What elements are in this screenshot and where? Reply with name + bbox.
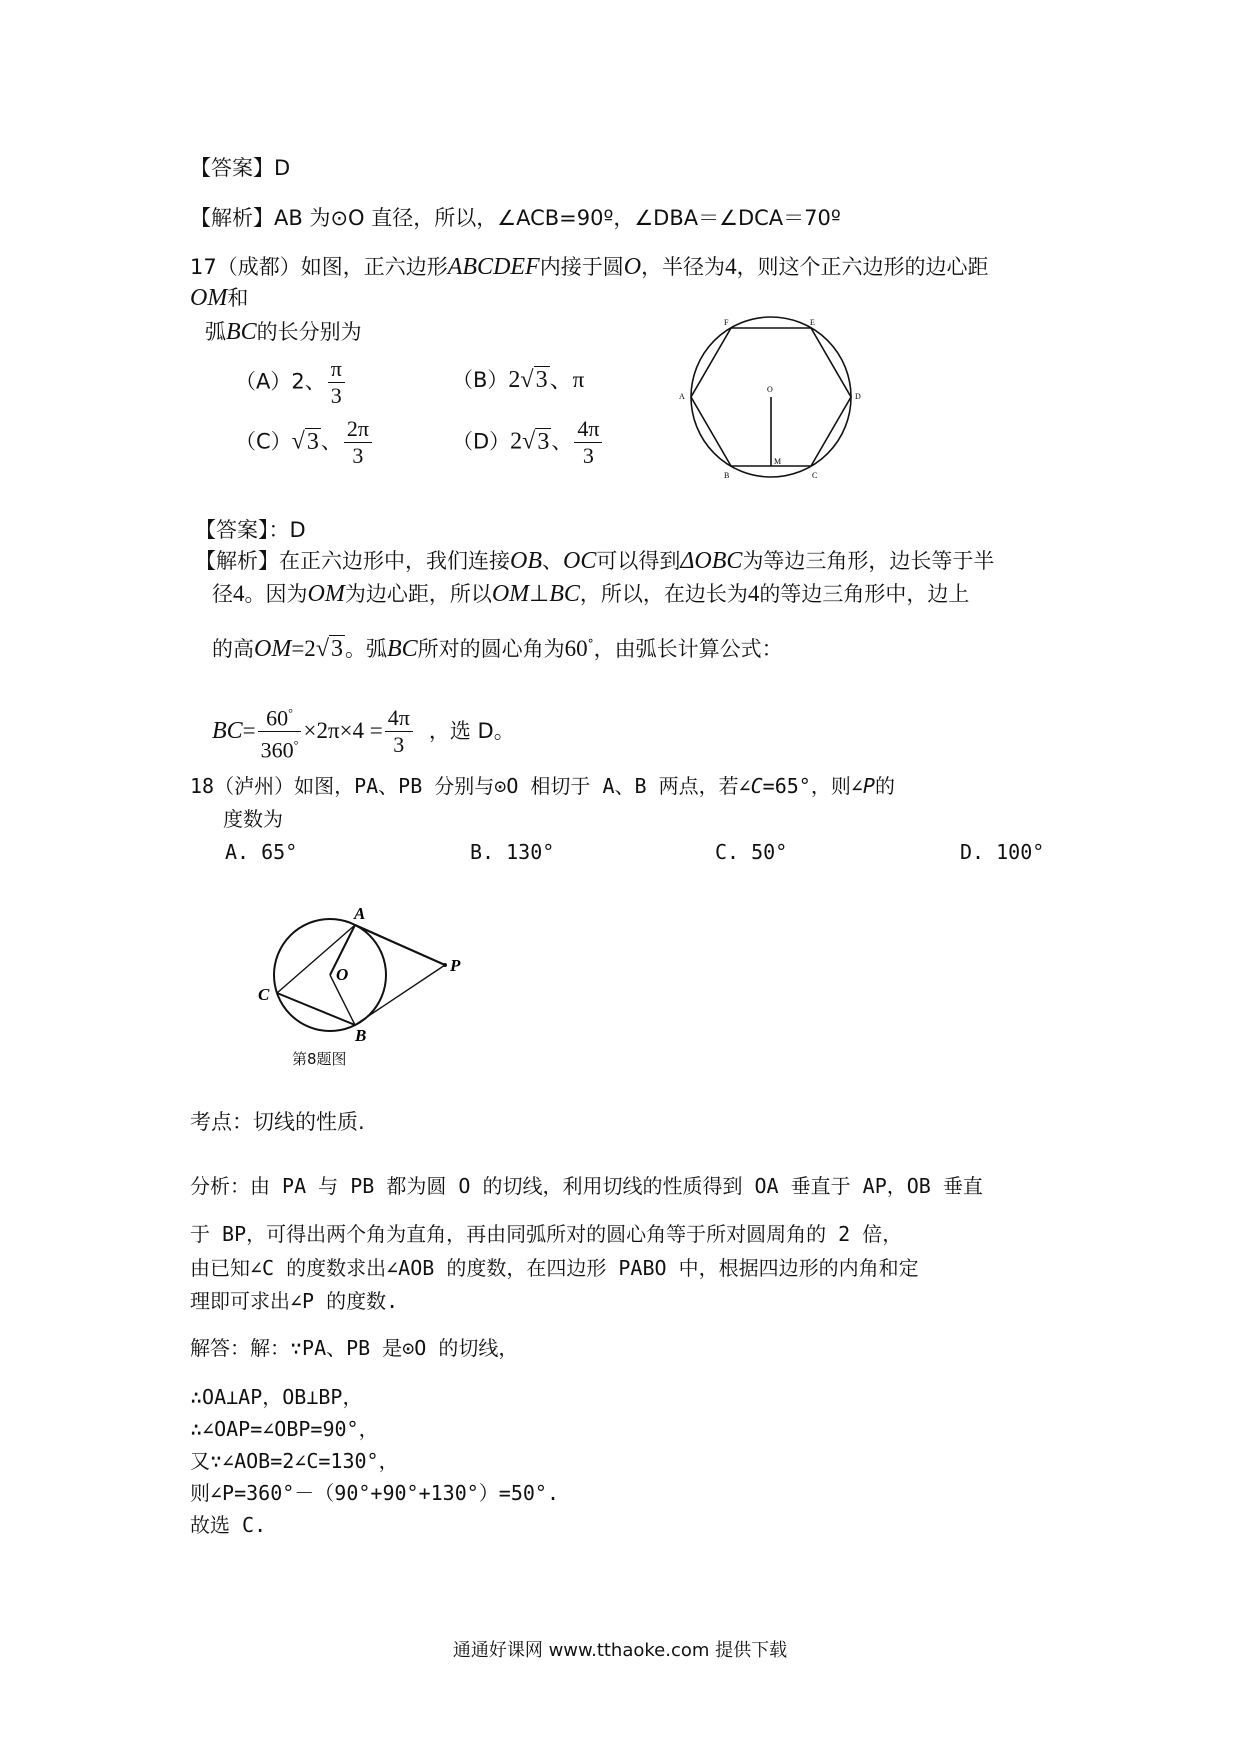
q18-stem-line2: 度数为 — [223, 807, 283, 831]
an3-a: 的高 — [212, 637, 254, 661]
q17-analysis-line2 — [212, 580, 969, 608]
an3-deg: 60 — [564, 636, 588, 661]
formula-tail: ，选 D。 — [428, 718, 515, 743]
option-d-sep: 、 — [551, 429, 573, 454]
label-c: C — [258, 985, 270, 1004]
q18-choice-c: C. 50° — [715, 840, 788, 864]
q17-stem-e: 和 — [227, 286, 249, 310]
an2-perp: ⊥ — [529, 581, 550, 606]
an3-om: OM — [254, 636, 292, 662]
option-b-label: （B） — [452, 368, 509, 392]
an1-c: 为等边三角形，边长等于半 — [742, 549, 995, 573]
q18-stem-line1 — [190, 772, 895, 800]
an2-c: 为边心距，所以 — [344, 582, 492, 606]
frac-den: 3 — [330, 383, 342, 408]
q17-analysis-line3 — [212, 630, 783, 663]
label-f: F — [724, 318, 729, 327]
q18-choice-b: B. 130° — [470, 840, 555, 864]
option-a-fraction — [328, 356, 345, 409]
an1-triangle: ΔOBC — [680, 548, 743, 574]
an3-d: ，由弧长计算公式： — [593, 637, 783, 661]
label-o: O — [336, 965, 349, 984]
q18-stem-mid: =65°，则∠ — [762, 774, 863, 798]
q18-solution-line3: ∴∠OAP=∠OBP=90°， — [190, 1417, 379, 1441]
option-d-radicand: 3 — [537, 428, 550, 455]
q17-bc: BC — [226, 319, 257, 345]
frac-num: 4π — [574, 416, 602, 443]
label-b: B — [724, 471, 730, 480]
point-p — [443, 963, 447, 967]
q17-option-d — [452, 416, 604, 469]
q17-option-b — [452, 366, 584, 394]
label-b: B — [355, 1026, 367, 1045]
q18-solution-line5: 则∠P=360°－（90°+90°+130°）=50°. — [190, 1481, 559, 1505]
q17-line2-b: 的长分别为 — [256, 320, 362, 344]
q17-formula — [212, 700, 515, 764]
an2-d: ，所以，在边长为 — [579, 582, 748, 606]
an3-bc: BC — [386, 636, 418, 662]
frac-num — [258, 700, 302, 732]
sqrt-sign: √ — [291, 428, 305, 455]
q17-option-a — [235, 356, 347, 409]
q17-radius: 4 — [725, 254, 737, 279]
an1-a: 【解析】在正六边形中，我们连接 — [195, 549, 510, 573]
formula-fraction-2 — [385, 705, 413, 758]
an2-om2: OM — [491, 581, 530, 607]
q18-analysis-line4: 理即可求出∠P 的度数. — [190, 1289, 399, 1313]
q17-stem-c: ，半径为 — [641, 255, 726, 279]
q16-answer: 【答案】D — [190, 156, 291, 180]
q17-stem-line3 — [205, 318, 362, 346]
q18-knowledge-point: 考点：切线的性质. — [190, 1110, 365, 1134]
an2-r: 4 — [233, 581, 245, 606]
q17-stem-b: 内接于圆 — [539, 255, 624, 279]
option-c-radicand: 3 — [306, 428, 319, 455]
label-c: C — [812, 471, 818, 480]
an2-r2: 4 — [747, 581, 760, 606]
tangent-figure — [250, 900, 470, 1060]
formula-mid: ×2π×4 = — [303, 717, 383, 743]
q17-hexagon-name: ABCDEF — [447, 254, 540, 280]
label-e: E — [810, 318, 815, 327]
label-a: A — [354, 904, 366, 923]
q17-stem — [190, 253, 989, 281]
an2-b: 。因为 — [244, 582, 308, 606]
q18-analysis-line3: 由已知∠C 的度数求出∠AOB 的度数，在四边形 PABO 中，根据四边形的内角和定 — [190, 1256, 919, 1280]
tangent-pb — [355, 965, 445, 1025]
q18-stem-p: P — [862, 774, 875, 798]
formula-eq: = — [242, 717, 256, 743]
frac-den: 3 — [352, 443, 364, 468]
option-c-label: （C） — [235, 429, 292, 454]
q18-solution-line1: 解答：解：∵PA、PB 是⊙O 的切线， — [190, 1336, 519, 1360]
frac-num-value: 60 — [266, 705, 289, 731]
q17-circle-name: O — [623, 254, 642, 280]
degree-mark: ° — [288, 706, 293, 720]
an3-c: 所对的圆心角为 — [417, 637, 565, 661]
option-b-coef: 2 — [508, 367, 521, 393]
an3-eq: =2 — [291, 636, 316, 661]
page-footer: 通通好课网 www.tthaoke.com 提供下载 — [452, 1640, 788, 1661]
sqrt-sign: √ — [520, 367, 534, 393]
option-c-sep: 、 — [320, 429, 342, 454]
q18-solution-line6: 故选 C. — [190, 1513, 267, 1537]
q17-line2-a: 弧 — [205, 320, 226, 344]
an2-a: 径 — [212, 582, 233, 606]
label-d: D — [855, 392, 861, 401]
q18-stem-c: C — [750, 774, 763, 798]
q18-choice-a: A. 65° — [225, 840, 298, 864]
an1-ob: OB — [510, 548, 542, 574]
an2-om: OM — [307, 581, 345, 607]
label-o: O — [767, 385, 773, 394]
an1-sep: 、 — [542, 549, 563, 573]
sqrt-sign: √ — [522, 428, 536, 455]
frac-num: 4π — [385, 705, 413, 732]
q17-option-c — [235, 416, 374, 469]
an2-e: 的等边三角形中，边上 — [759, 582, 970, 606]
option-c-fraction — [344, 416, 372, 469]
frac-den-value: 360 — [260, 737, 294, 763]
option-a-label: （A）2、 — [235, 369, 326, 394]
formula-lhs: BC — [212, 717, 243, 744]
option-d-label: （D） — [452, 429, 511, 454]
frac-den: 3 — [393, 732, 405, 758]
frac-den — [258, 732, 302, 763]
label-m: M — [774, 457, 782, 466]
an2-bc: BC — [549, 581, 580, 607]
q18-stem1: 18（泸州）如图，PA、PB 分别与⊙O 相切于 A、B 两点，若∠ — [190, 774, 751, 798]
chord-cb — [277, 993, 355, 1025]
option-d-coef: 2 — [510, 428, 523, 455]
an1-oc: OC — [563, 548, 597, 574]
sqrt-sign: √ — [315, 636, 329, 662]
q18-choice-d: D. 100° — [960, 840, 1045, 864]
q18-analysis-line2: 于 BP，可得出两个角为直角，再由同弧所对的圆心角等于所对圆周角的 2 倍， — [190, 1222, 903, 1246]
q17-answer: 【答案】：D — [195, 518, 306, 542]
q17-stem-a: 17（成都）如图，正六边形 — [190, 255, 448, 279]
degree-mark: ° — [293, 738, 299, 753]
q18-stem-end: 的 — [874, 774, 895, 798]
q18-analysis-line1: 分析：由 PA 与 PB 都为圆 O 的切线，利用切线的性质得到 OA 垂直于 AP，OB 垂直 — [190, 1174, 983, 1198]
q17-stem-line2 — [190, 284, 248, 312]
q18-solution-line2: ∴OA⊥AP，OB⊥BP， — [190, 1385, 363, 1409]
an3-radicand: 3 — [330, 636, 343, 662]
frac-den: 3 — [582, 443, 594, 468]
formula-fraction-1 — [258, 700, 302, 764]
q17-analysis-line1 — [195, 547, 994, 575]
q17-om: OM — [190, 285, 228, 311]
option-d-fraction — [574, 416, 602, 469]
option-b-tail: 、π — [549, 367, 585, 392]
q16-analysis: 【解析】AB 为⊙O 直径，所以，∠ACB=90º，∠DBA＝∠DCA＝70º — [190, 206, 841, 230]
frac-num: π — [328, 356, 345, 383]
q18-figure-caption: 第8题图 — [292, 1050, 347, 1068]
q17-stem-d: ，则这个正六边形的边心距 — [736, 255, 989, 279]
frac-num: 2π — [344, 416, 372, 443]
q18-solution-line4: 又∵∠AOB=2∠C=130°， — [190, 1449, 399, 1473]
degree-mark: ° — [587, 637, 594, 651]
hexagon-figure — [675, 312, 875, 482]
an3-b: 。弧 — [344, 637, 387, 661]
tangent-pa — [355, 925, 445, 965]
option-b-radicand: 3 — [535, 367, 548, 393]
label-a: A — [679, 392, 685, 401]
an1-b: 可以得到 — [596, 549, 681, 573]
label-p: P — [450, 956, 461, 975]
